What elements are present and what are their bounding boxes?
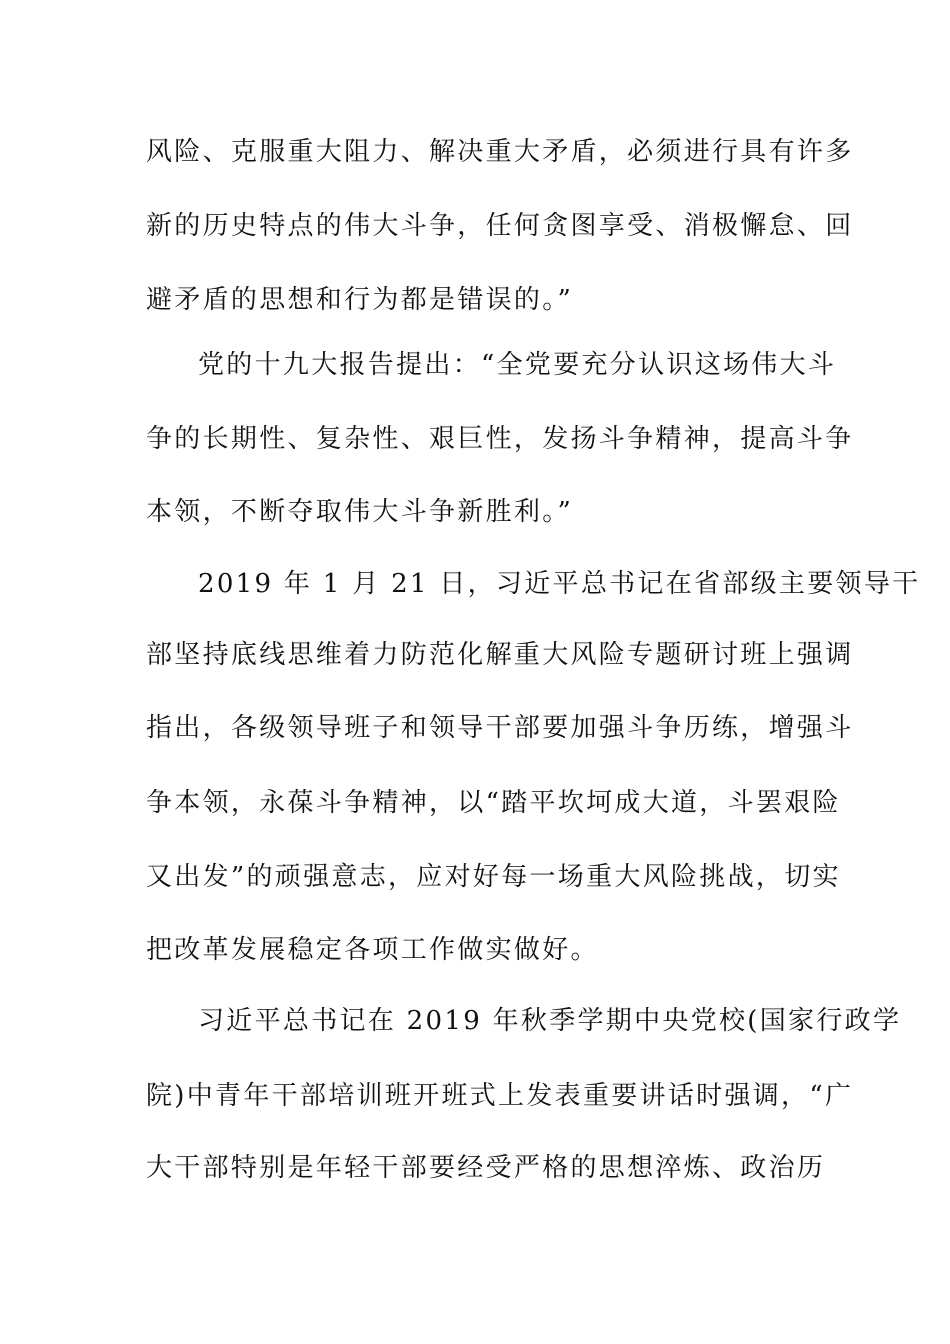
- text-line-7: 2019 年 1 月 21 日，习近平总书记在省部级主要领导干: [198, 569, 921, 599]
- text-line-9: 指出，各级领导班子和领导干部要加强斗争历练，增强斗: [146, 713, 854, 743]
- text-line-6: 本领，不断夺取伟大斗争新胜利。”: [146, 497, 574, 527]
- text-line-8: 部坚持底线思维着力防范化解重大风险专题研讨班上强调: [146, 640, 854, 670]
- text-line-11: 又出发”的顽强意志，应对好每一场重大风险挑战，切实: [146, 862, 841, 892]
- text-line-10: 争本领，永葆斗争精神，以“踏平坎坷成大道，斗罢艰险: [146, 788, 841, 818]
- text-line-13: 习近平总书记在 2019 年秋季学期中央党校(国家行政学: [198, 1006, 902, 1036]
- text-line-15: 大干部特别是年轻干部要经受严格的思想淬炼、政治历: [146, 1153, 826, 1183]
- text-line-1: 风险、克服重大阻力、解决重大矛盾，必须进行具有许多: [146, 137, 854, 167]
- text-line-14: 院)中青年干部培训班开班式上发表重要讲话时强调，“广: [146, 1081, 854, 1111]
- text-line-2: 新的历史特点的伟大斗争，任何贪图享受、消极懈怠、回: [146, 211, 854, 241]
- text-line-3: 避矛盾的思想和行为都是错误的。”: [146, 285, 574, 315]
- text-line-4: 党的十九大报告提出：“全党要充分认识这场伟大斗: [198, 350, 837, 380]
- text-line-5: 争的长期性、复杂性、艰巨性，发扬斗争精神，提高斗争: [146, 424, 854, 454]
- text-line-12: 把改革发展稳定各项工作做实做好。: [146, 935, 599, 965]
